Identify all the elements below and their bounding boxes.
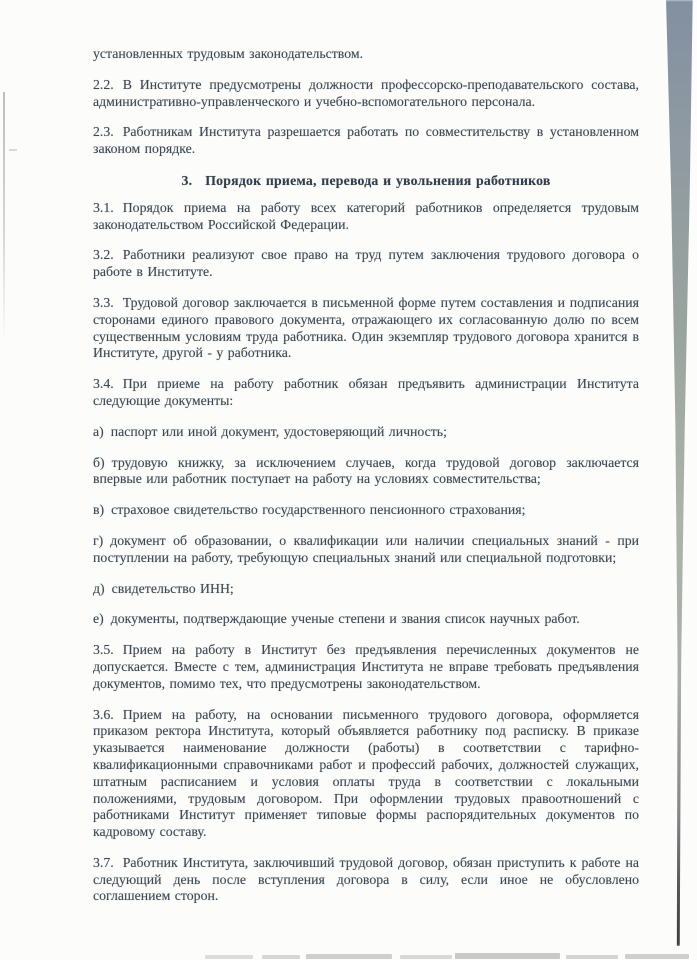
paragraph-number: 3.1. — [93, 199, 114, 215]
scan-artifact-mark — [9, 149, 17, 151]
paragraph-text: В Институте предусмотрены должности профессорско-преподавательского состава, административно-управленческого и учебно-вспомогательного персонала. — [93, 76, 639, 109]
heading-number: 3. — [181, 172, 193, 188]
paragraph-text: установленных трудовым законодательством. — [93, 46, 364, 61]
list-item-letter: в) — [93, 502, 105, 518]
paragraph-3-4 — [93, 376, 639, 410]
list-item-letter: а) — [93, 423, 104, 439]
paragraph-number: 3.7. — [93, 854, 114, 870]
list-item-g — [93, 533, 639, 567]
paragraph-3-5 — [93, 642, 639, 692]
paragraph-number: 3.4. — [93, 376, 114, 392]
paragraph-number: 3.3. — [93, 294, 114, 310]
section-3-heading — [93, 173, 639, 190]
heading-title: Порядок приема, перевода и увольнения работников — [205, 172, 551, 188]
paragraph-continuation — [93, 46, 639, 63]
paragraph-2-2 — [93, 77, 639, 111]
paragraph-3-7 — [93, 855, 639, 905]
paragraph-2-3 — [93, 124, 639, 158]
paragraph-number: 2.3. — [93, 124, 114, 140]
list-item-e — [93, 611, 639, 628]
scan-edge-shadow — [661, 0, 697, 946]
list-item-d — [93, 581, 639, 598]
list-item-text: документы, подтверждающие ученые степени и звания список научных работ. — [110, 611, 580, 627]
paragraph-3-1 — [93, 200, 639, 234]
paragraph-3-3 — [93, 295, 639, 362]
paragraph-text: Прием на работу в Институт без предъявления перечисленных документов не допускается. Вместе с тем, администрация Института не вправе требовать предъявления документов, помимо тех, что предусмотрены законодательством. — [93, 642, 639, 691]
paragraph-number: 3.5. — [93, 642, 114, 658]
scan-artifact-dashes — [0, 952, 697, 959]
paragraph-3-6 — [93, 707, 639, 841]
paragraph-3-2 — [93, 247, 639, 281]
list-item-letter: е) — [93, 611, 104, 627]
paragraph-number: 3.2. — [93, 247, 114, 263]
paragraph-text: Трудовой договор заключается в письменной форме путем составления и подписания сторонами единого правового документа, отражающего их согласованную долю по всем существенным условиям труда работника. Один экземпляр трудового договора хранится в Институте, другой - у работника. — [93, 294, 639, 361]
paragraph-text: Прием на работу, на основании письменного трудового договора, оформляется приказом ректора Института, который объявляется работнику под расписку. В приказе указывается наименование должности (работы) в соответствии с тарифно-квалификационными справочниками работ и профессий рабочих, должностей служащих, штатным расписанием и условия оплаты труда в соответствии с локальными положениями, трудовым договором. При оформлении трудовых правоотношений с работниками Институт применяет типовые формы распорядительных документов по кадровому составу. — [93, 706, 639, 840]
document-text — [93, 46, 639, 919]
list-item-letter: д) — [93, 580, 105, 596]
list-item-text: документ об образовании, о квалификации или наличии специальных знаний - при поступлении на работу, требующую специальных знаний или специальной подготовки; — [93, 532, 639, 565]
scan-left-edge-line — [3, 92, 5, 342]
paragraph-text: Работникам Института разрешается работать по совместительству в установленном законом порядке. — [93, 124, 639, 157]
list-item-text: свидетельство ИНН; — [111, 580, 234, 596]
list-item-text: паспорт или иной документ, удостоверяющий личность; — [110, 423, 447, 439]
list-item-v — [93, 502, 639, 519]
list-item-text: трудовую книжку, за исключением случаев, когда трудовой договор заключается впервые или работник поступает на работу на условиях совместительства; — [93, 454, 639, 487]
list-item-letter: г) — [93, 532, 104, 548]
list-item-text: страховое свидетельство государственного пенсионного страхования; — [111, 502, 526, 518]
paragraph-number: 2.2. — [93, 76, 114, 92]
paragraph-number: 3.6. — [93, 706, 114, 722]
list-item-a — [93, 424, 639, 441]
paragraph-text: Работники реализуют свое право на труд путем заключения трудового договора о работе в Институте. — [93, 247, 639, 280]
paragraph-text: При приеме на работу работник обязан предъявить администрации Института следующие документы: — [93, 376, 639, 408]
list-item-letter: б) — [93, 454, 105, 470]
paragraph-text: Работник Института, заключивший трудовой договор, обязан приступить к работе на следующий день после вступления договора в силу, если иное не обусловлено соглашением сторон. — [93, 854, 639, 904]
list-item-b — [93, 455, 639, 489]
paragraph-text: Порядок приема на работу всех категорий работников определяется трудовым законодательством Российской Федерации. — [93, 199, 639, 232]
